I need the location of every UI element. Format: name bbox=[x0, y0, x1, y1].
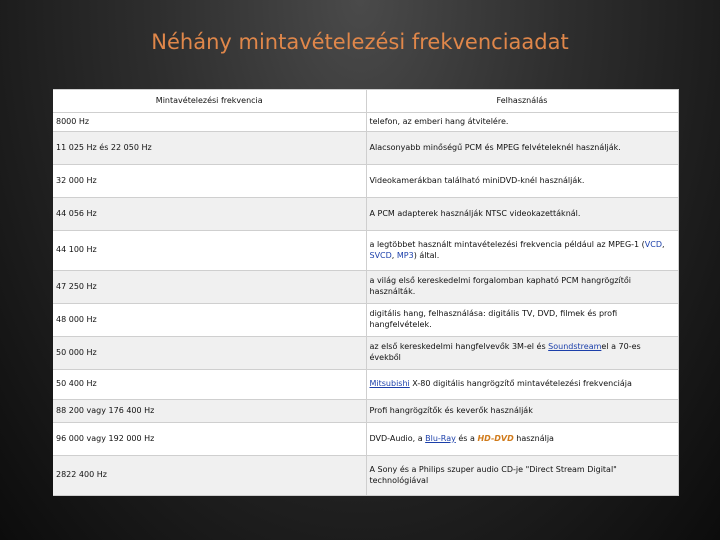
rate-cell: 44 100 Hz bbox=[53, 231, 366, 271]
table-row bbox=[53, 456, 678, 496]
rate-cell: 2822 400 Hz bbox=[53, 456, 366, 496]
rate-cell: 11 025 Hz és 22 050 Hz bbox=[53, 132, 366, 165]
rate-cell: 96 000 vagy 192 000 Hz bbox=[53, 423, 366, 456]
usage-cell: A PCM adapterek használják NTSC videokazettáknál. bbox=[366, 198, 678, 231]
rate-cell: 32 000 Hz bbox=[53, 165, 366, 198]
soundstream-link[interactable]: Soundstream bbox=[548, 342, 602, 352]
hd-dvd-text: HD-DVD bbox=[477, 433, 514, 443]
table-row bbox=[53, 165, 678, 198]
table-row bbox=[53, 337, 678, 370]
rate-cell: 48 000 Hz bbox=[53, 304, 366, 337]
vcd-text: VCD bbox=[644, 239, 663, 249]
header-usage: Felhasználás bbox=[366, 90, 678, 113]
usage-cell: A Sony és a Philips szuper audio CD-je "Direct Stream Digital" technológiával bbox=[366, 456, 678, 496]
table-row bbox=[53, 132, 678, 165]
rate-cell: 88 200 vagy 176 400 Hz bbox=[53, 400, 366, 423]
table-row bbox=[53, 271, 678, 304]
usage-cell: Profi hangrögzítők és keverők használják bbox=[366, 400, 678, 423]
table-row bbox=[53, 198, 678, 231]
table-row bbox=[53, 423, 678, 456]
usage-cell: telefon, az emberi hang átvitelére. bbox=[366, 113, 678, 132]
rate-cell: 50 400 Hz bbox=[53, 370, 366, 400]
usage-cell: DVD-Audio, a Blu-Ray és a HD-DVD használja bbox=[366, 423, 678, 456]
usage-cell: Videokamerákban található miniDVD-knél használják. bbox=[366, 165, 678, 198]
table-row bbox=[53, 304, 678, 337]
table-row bbox=[53, 113, 678, 132]
rate-cell: 44 056 Hz bbox=[53, 198, 366, 231]
table-row bbox=[53, 370, 678, 400]
blu-ray-link[interactable]: Blu-Ray bbox=[425, 433, 456, 443]
usage-cell: Mitsubishi X-80 digitális hangrögzítő mintavételezési frekvenciája bbox=[366, 370, 678, 400]
rate-cell: 8000 Hz bbox=[53, 113, 366, 132]
mp3-text: MP3 bbox=[396, 250, 414, 260]
mitsubishi-link[interactable]: Mitsubishi bbox=[369, 379, 410, 389]
rate-cell: 47 250 Hz bbox=[53, 271, 366, 304]
table-row bbox=[53, 400, 678, 423]
header-sample-rate: Mintavételezési frekvencia bbox=[53, 90, 366, 113]
usage-cell: digitális hang, felhasználása: digitális TV, DVD, filmek és profi hangfelvételek. bbox=[366, 304, 678, 337]
usage-cell: a legtöbbet használt mintavételezési frekvencia például az MPEG-1 (VCD, SVCD, MP3) által. bbox=[366, 231, 678, 271]
sample-rate-table bbox=[53, 89, 678, 496]
svcd-text: SVCD bbox=[369, 250, 392, 260]
usage-cell: a világ első kereskedelmi forgalomban kapható PCM hangrögzítői használták. bbox=[366, 271, 678, 304]
usage-cell: Alacsonyabb minőségű PCM és MPEG felvételeknél használják. bbox=[366, 132, 678, 165]
usage-cell: az első kereskedelmi hangfelvevők 3M-el és Soundstreamel a 70-es évekből bbox=[366, 337, 678, 370]
slide-title: Néhány mintavételezési frekvenciaadat bbox=[151, 30, 569, 54]
table-row bbox=[53, 231, 678, 271]
rate-cell: 50 000 Hz bbox=[53, 337, 366, 370]
